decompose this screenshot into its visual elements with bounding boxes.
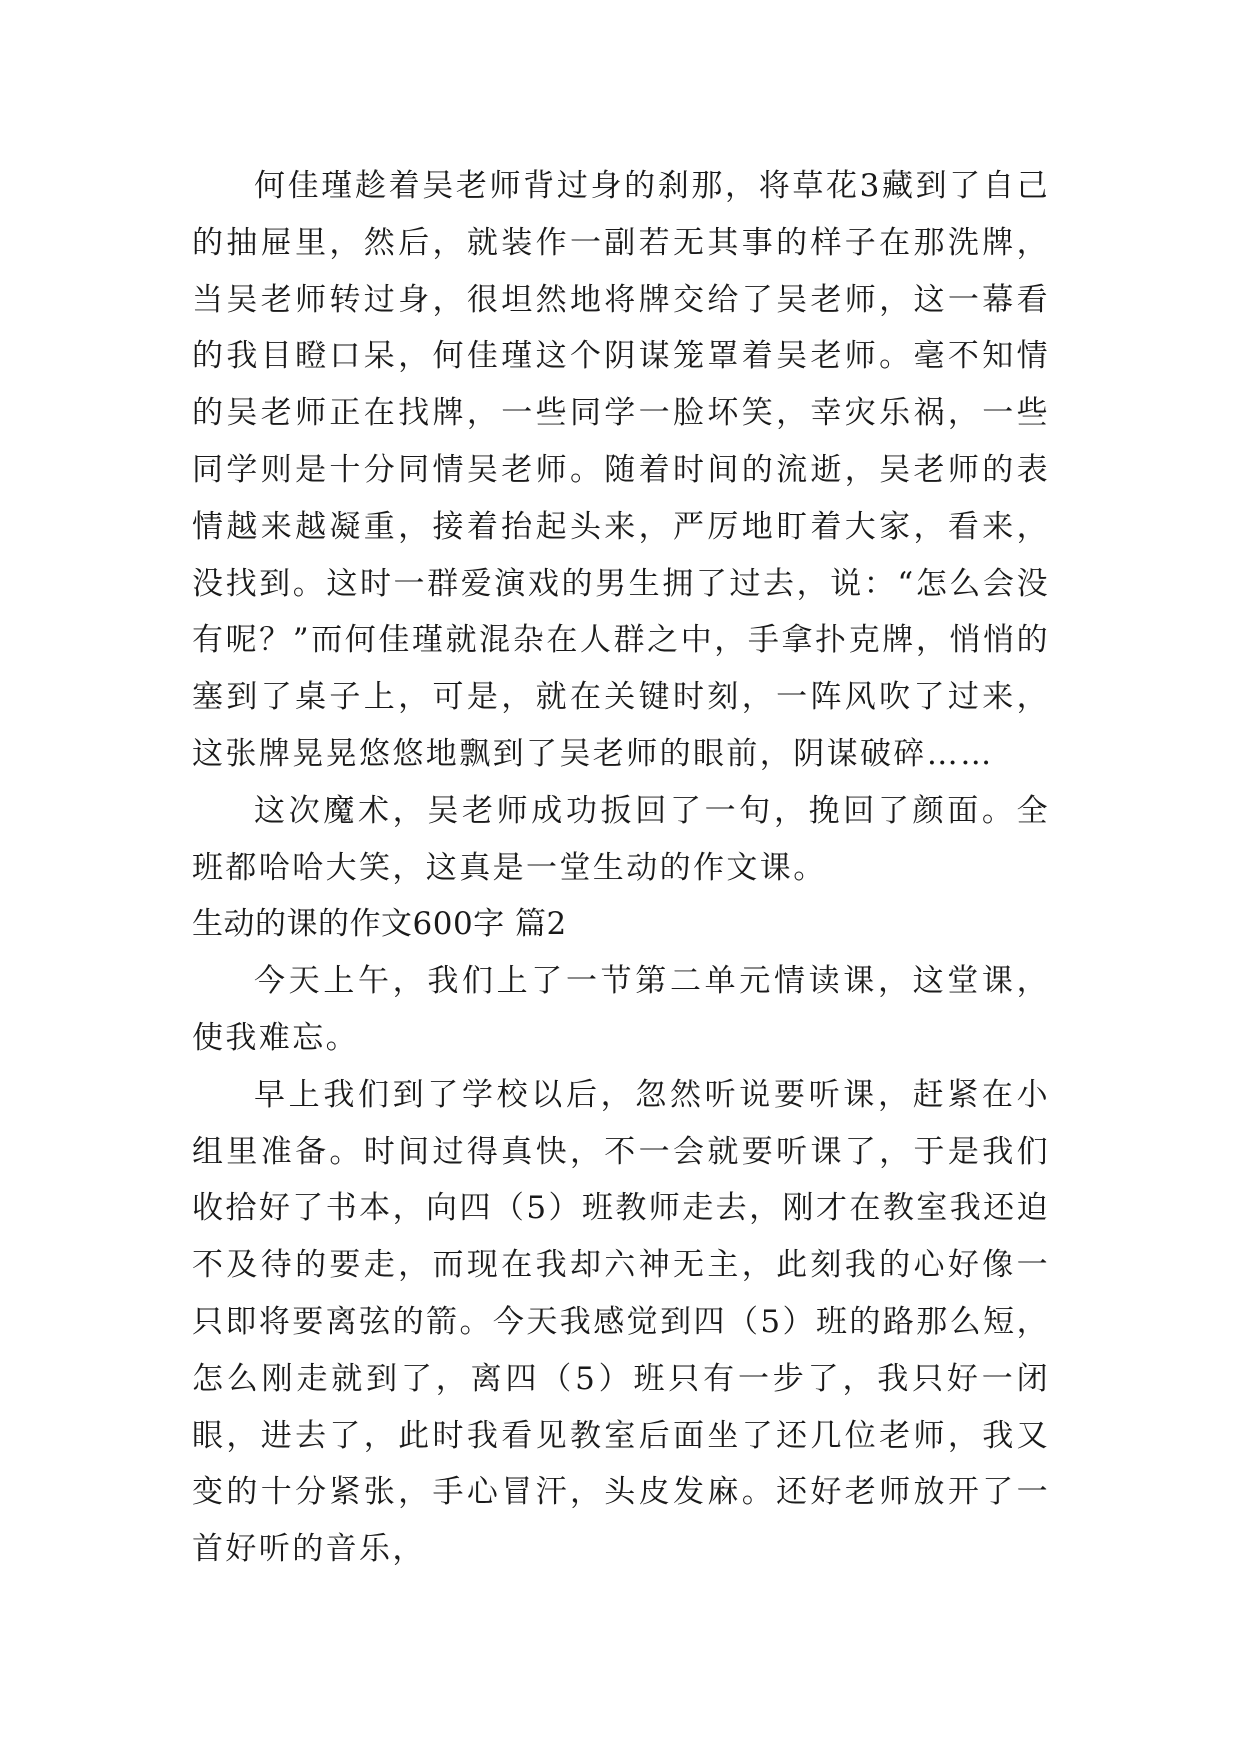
paragraph-magic-trick: 何佳瑾趁着吴老师背过身的刹那，将草花3藏到了自己的抽屉里，然后，就装作一副若无其事的样子在那洗牌，当吴老师转过身，很坦然地将牌交给了吴老师，这一幕看的我目瞪口呆，何佳瑾这个阴谋笼罩着吴老师。毫不知情的吴老师正在找牌，一些同学一脸坏笑，幸灾乐祸，一些同学则是十分同情吴老师。随着时间的流逝，吴老师的表情越来越凝重，接着抬起头来，严厉地盯着大家，看来，没找到。这时一群爱演戏的男生拥了过去，说：“怎么会没有呢？”而何佳瑾就混杂在人群之中，手拿扑克牌，悄悄的塞到了桌子上，可是，就在关键时刻，一阵风吹了过来，这张牌晃晃悠悠地飘到了吴老师的眼前，阴谋破碎…… xyxy=(192,168,1050,772)
essay-body xyxy=(192,158,1050,1578)
paragraph-morning: 早上我们到了学校以后，忽然听说要听课，赶紧在小组里准备。时间过得真快，不一会就要听课了，于是我们收拾好了书本，向四（5）班教师走去，刚才在教室我还迫不及待的要走，而现在我却六神无主，此刻我的心好像一只即将要离弦的箭。今天我感觉到四（5）班的路那么短，怎么刚走就到了，离四（5）班只有一步了，我只好一闭眼，进去了，此时我看见教室后面坐了还几位老师，我又变的十分紧张，手心冒汗，头皮发麻。还好老师放开了一首好听的音乐， xyxy=(192,1076,1050,1568)
essay-section-heading: 生动的课的作文600字 篇2 xyxy=(192,906,567,943)
paragraph-intro: 今天上午，我们上了一节第二单元情读课，这堂课，使我难忘。 xyxy=(192,963,1050,1056)
paragraph-conclusion: 这次魔术，吴老师成功扳回了一句，挽回了颜面。全班都哈哈大笑，这真是一堂生动的作文课。 xyxy=(192,792,1050,886)
